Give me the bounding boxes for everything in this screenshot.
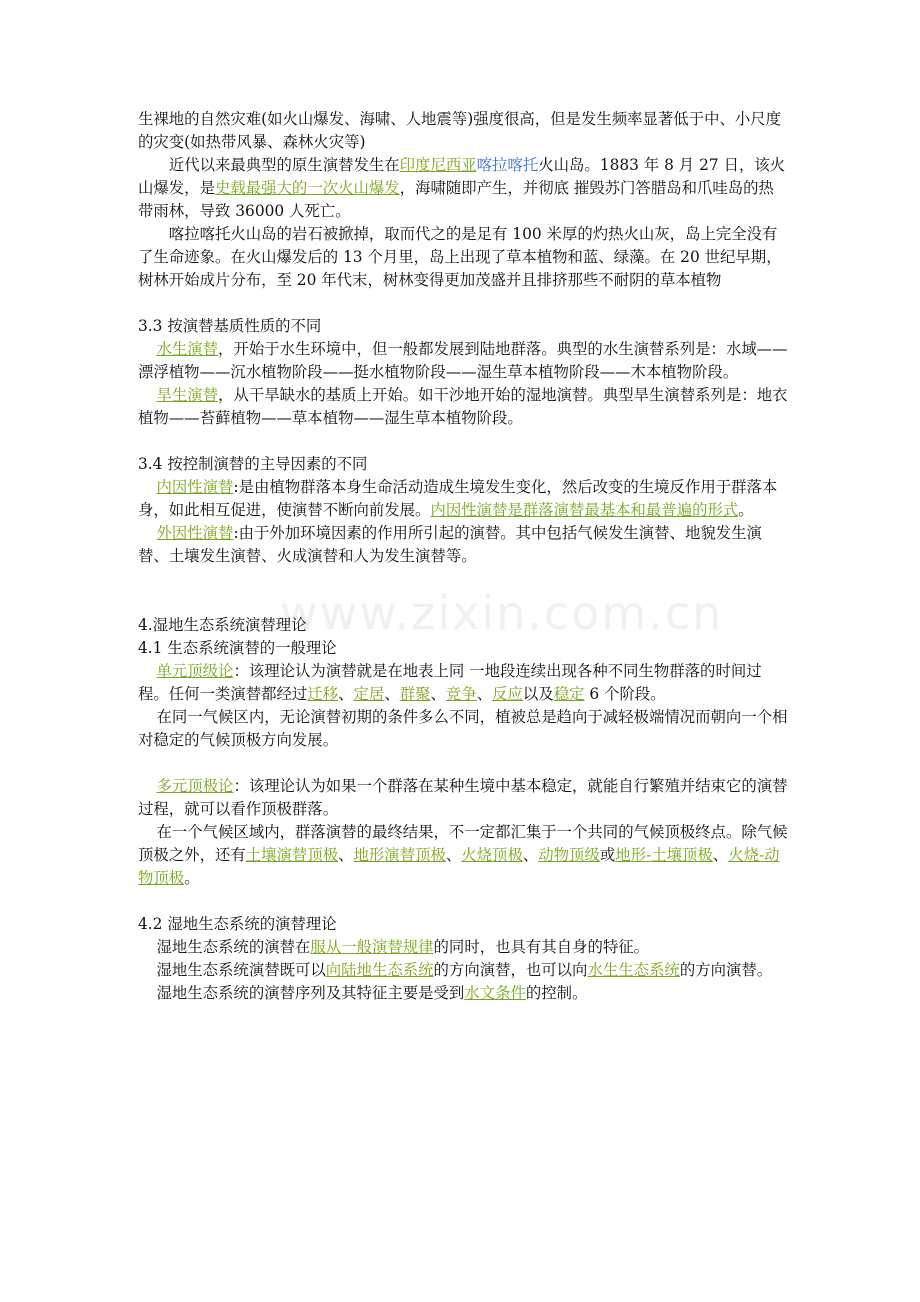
paragraph-wetland-hydrology bbox=[138, 982, 788, 1005]
link-polyclimax[interactable]: 多元顶极论 bbox=[156, 777, 234, 795]
paragraph-monoclimax bbox=[138, 660, 788, 706]
heading-4: 4.湿地生态系统演替理论 bbox=[138, 616, 307, 634]
heading-4-2: 4.2 湿地生态系统的演替理论 bbox=[138, 915, 337, 933]
separator: 、 bbox=[522, 846, 539, 864]
separator: 、 bbox=[445, 846, 462, 864]
link-migration[interactable]: 迁移 bbox=[307, 685, 339, 703]
paragraph-disaster: 生裸地的自然灾难(如火山爆发、海啸、人地震等)强度很高，但是发生频率显著低于中、小尺度的灾变(如热带风暴、森林火灾等) bbox=[138, 110, 782, 151]
link-hydrosere[interactable]: 水生演替 bbox=[156, 340, 219, 358]
link-fire-climax[interactable]: 火烧顶极 bbox=[461, 846, 523, 864]
heading-3-4: 3.4 按控制演替的主导因素的不同 bbox=[138, 455, 368, 473]
separator: 、 bbox=[384, 685, 400, 703]
link-monoclimax[interactable]: 单元顶级论 bbox=[156, 662, 234, 680]
paragraph-wetland-general bbox=[138, 936, 788, 959]
link-general-succession-law[interactable]: 服从一般演替规律 bbox=[310, 938, 434, 956]
text: 的方向演替，也可以向 bbox=[433, 961, 588, 979]
paragraph-xerosere bbox=[138, 384, 788, 430]
separator: 、 bbox=[430, 685, 446, 703]
separator: 、 bbox=[338, 685, 354, 703]
link-stabilization[interactable]: 稳定 bbox=[553, 685, 585, 703]
heading-4-1: 4.1 生态系统演替的一般理论 bbox=[138, 639, 337, 657]
text: 或 bbox=[599, 846, 616, 864]
link-autogenic-succession[interactable]: 内因性演替 bbox=[156, 478, 234, 496]
link-krakatoa[interactable]: 喀拉喀托 bbox=[476, 156, 539, 174]
text: 6 个阶段。 bbox=[584, 685, 666, 703]
link-topo-edaphic-climax[interactable]: 地形-土壤顶极 bbox=[615, 846, 713, 864]
link-aquatic-ecosystem[interactable]: 水生生态系统 bbox=[587, 961, 680, 979]
paragraph-polyclimax bbox=[138, 775, 788, 821]
text: :由于外加环境因素的作用所引起的演替。其中包括气候发生演替、地貌发生演替、土壤发生演替、火成演替和人为发生演替等。 bbox=[138, 524, 762, 565]
paragraph-krakatoa-eruption bbox=[138, 154, 788, 223]
link-reaction[interactable]: 反应 bbox=[492, 685, 523, 703]
separator: 、 bbox=[476, 685, 493, 703]
separator: 、 bbox=[712, 846, 729, 864]
text: 在一个气候区域内，群落演替的最终结果，不一定都汇集于一个共同的气候顶极终点。除气候顶极之外，还有 bbox=[138, 823, 788, 864]
text: ：该理论认为如果一个群落在某种生境中基本稳定，就能自行繁殖并结束它的演替过程，就可以看作顶极群落。 bbox=[138, 777, 788, 818]
text: 的同时，也具有其自身的特征。 bbox=[433, 938, 650, 956]
heading-3-3: 3.3 按演替基质性质的不同 bbox=[138, 317, 322, 335]
link-fire-zootic-climax[interactable]: 火烧-动物顶极 bbox=[138, 846, 780, 887]
link-competition[interactable]: 竞争 bbox=[445, 685, 477, 703]
paragraph-climax-types bbox=[138, 821, 788, 890]
link-allogenic-succession[interactable]: 外因性演替 bbox=[156, 524, 234, 542]
link-zootic-climax[interactable]: 动物顶级 bbox=[538, 846, 600, 864]
link-strongest-eruption[interactable]: 史载最强大的一次火山爆发 bbox=[214, 179, 400, 197]
link-edaphic-climax[interactable]: 土壤演替顶极 bbox=[245, 846, 339, 864]
link-settlement[interactable]: 定居 bbox=[353, 685, 385, 703]
paragraph-hydrosere bbox=[138, 338, 788, 384]
text: 湿地生态系统演替既可以 bbox=[156, 961, 326, 979]
link-topographic-climax[interactable]: 地形演替顶极 bbox=[353, 846, 446, 864]
link-xerosere[interactable]: 旱生演替 bbox=[156, 386, 219, 404]
text: 近代以来最典型的原生演替发生在 bbox=[168, 156, 400, 174]
paragraph-krakatoa-succession: 喀拉喀托火山岛的岩石被掀掉，取而代之的是足有 100 米厚的灼热火山灰，岛上完全没有了生命迹象。在火山爆发后的 13 个月里，岛上出现了草本植物和蓝、绿藻。在 20 世纪早期，树林开始成片分布，至 20 年代末，树林变得更加茂盛并且排挤那些不耐阴的草本植物 bbox=[138, 225, 782, 289]
paragraph-allogenic bbox=[138, 522, 788, 568]
link-hydrological-conditions[interactable]: 水文条件 bbox=[464, 984, 526, 1002]
paragraph-wetland-direction bbox=[138, 959, 788, 982]
watermark: www.zixin.com.cn bbox=[280, 586, 724, 640]
text: 湿地生态系统的演替在 bbox=[156, 938, 311, 956]
separator: 、 bbox=[338, 846, 354, 864]
text: 火山岛。1883 年 8 月 27 日，该火山爆发，是 bbox=[138, 156, 786, 197]
document-body bbox=[138, 108, 788, 1005]
paragraph-autogenic bbox=[138, 476, 788, 522]
text: ，从干旱缺水的基质上开始。如干沙地开始的湿地演替。典型旱生演替系列是：地衣植物——苔藓植物——草本植物——湿生草本植物阶段。 bbox=[138, 386, 788, 427]
text: ，海啸随即产生，并彻底 摧毁苏门答腊岛和爪哇岛的热带雨林，导致 36000 人死亡。 bbox=[138, 179, 774, 220]
paragraph-climatic-climax: 在同一气候区内，无论演替初期的条件多么不同，植被总是趋向于减轻极端情况而朝向一个相对稳定的气候顶极方向发展。 bbox=[138, 708, 788, 749]
text: 的控制。 bbox=[525, 984, 588, 1002]
text: :是由植物群落本身生命活动造成生境发生变化，然后改变的生境反作用于群落本身，如此相互促进，使演替不断向前发展。 bbox=[138, 478, 778, 519]
link-terrestrial-ecosystem[interactable]: 向陆地生态系统 bbox=[325, 961, 434, 979]
link-autogenic-basic-form[interactable]: 内因性演替是群落演替最基本和最普遍的形式 bbox=[430, 501, 739, 519]
text: ，开始于水生环境中，但一般都发展到陆地群落。典型的水生演替系列是：水域——漂浮植物——沉水植物阶段——挺水植物阶段——湿生草本植物阶段——木本植物阶段。 bbox=[138, 340, 788, 381]
text: 。 bbox=[738, 501, 754, 519]
link-aggregation[interactable]: 群聚 bbox=[399, 685, 431, 703]
text: 湿地生态系统的演替序列及其特征主要是受到 bbox=[156, 984, 465, 1002]
text: 的方向演替。 bbox=[679, 961, 773, 979]
link-indonesia[interactable]: 印度尼西亚 bbox=[399, 156, 477, 174]
text: ：该理论认为演替就是在地表上同 一地段连续出现各种不同生物群落的时间过程。任何一类演替都经过 bbox=[138, 662, 762, 703]
text: 。 bbox=[184, 869, 200, 887]
text: 以及 bbox=[522, 685, 554, 703]
